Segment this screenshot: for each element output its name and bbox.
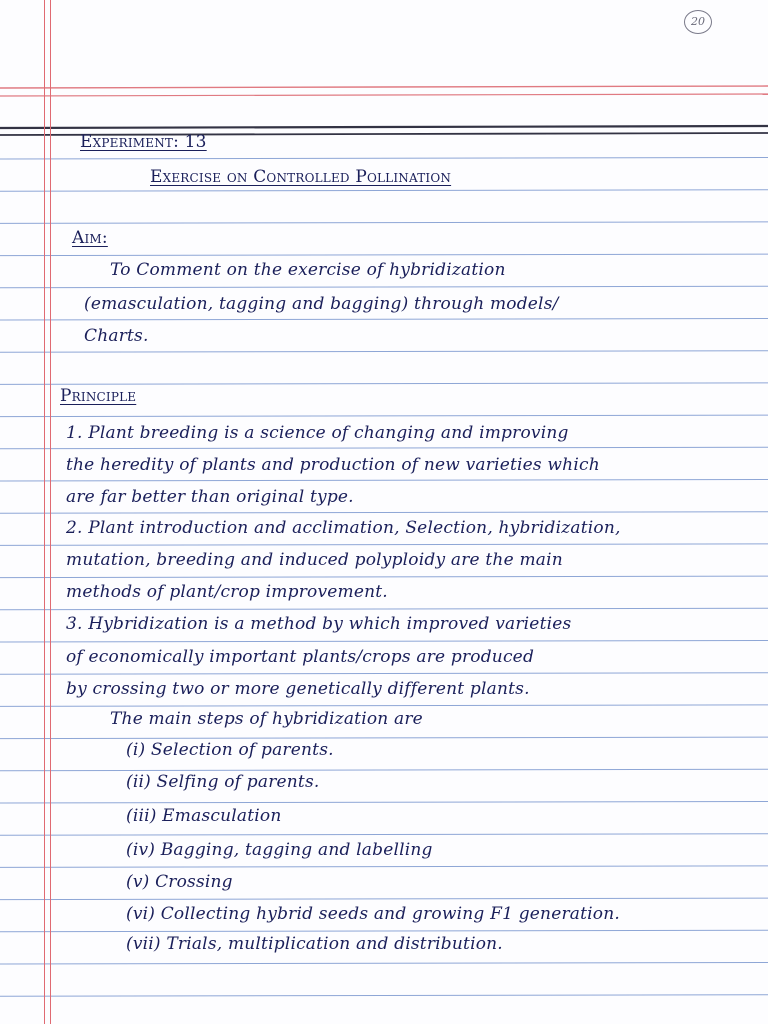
- step-item: (iv) Bagging, tagging and labelling: [126, 840, 433, 860]
- principle-heading: Principle: [60, 386, 137, 406]
- step-item: (v) Crossing: [126, 872, 233, 892]
- principle-line: 2. Plant introduction and acclimation, Selection, hybridization,: [66, 518, 621, 538]
- step-item: (vi) Collecting hybrid seeds and growing F1 generation.: [126, 904, 620, 924]
- ruled-line: [0, 415, 768, 417]
- ruled-line: [0, 963, 768, 965]
- experiment-heading: Experiment: 13: [80, 132, 207, 152]
- experiment-title: Exercise on Controlled Pollination: [150, 167, 452, 187]
- ruled-line: [0, 222, 768, 224]
- page-number: 20: [684, 10, 712, 34]
- ruled-line: [0, 608, 768, 610]
- blue-ruled-lines: [0, 158, 768, 997]
- ruled-line: [0, 576, 768, 578]
- step-item: (iii) Emasculation: [126, 806, 282, 826]
- margin-line-2: [50, 0, 51, 1024]
- ruled-line: [0, 512, 768, 514]
- ruled-line: [0, 673, 768, 675]
- ruled-line: [0, 158, 768, 160]
- principle-line: The main steps of hybridization are: [110, 709, 423, 729]
- ruled-line: [0, 898, 768, 900]
- aim-line: Charts.: [84, 326, 149, 346]
- ruled-line: [0, 544, 768, 546]
- principle-line: methods of plant/crop improvement.: [66, 582, 388, 602]
- ruled-line: [0, 286, 768, 288]
- ruled-line: [0, 769, 768, 771]
- step-item: (vii) Trials, multiplication and distribution.: [126, 934, 503, 954]
- aim-line: To Comment on the exercise of hybridization: [110, 260, 506, 280]
- ruled-line: [0, 190, 768, 192]
- header-dark-rule: [0, 126, 768, 128]
- ruled-line: [0, 995, 768, 997]
- step-item: (i) Selection of parents.: [126, 740, 334, 760]
- ruled-line: [0, 351, 768, 353]
- ruled-line: [0, 447, 768, 449]
- aim-heading: Aim:: [72, 228, 108, 248]
- principle-line: by crossing two or more genetically different plants.: [66, 679, 530, 699]
- principle-line: are far better than original type.: [66, 487, 354, 507]
- header-red-rule: [0, 86, 768, 88]
- principle-line: of economically important plants/crops are produced: [66, 647, 535, 667]
- ruled-line: [0, 319, 768, 321]
- ruled-line: [0, 254, 768, 256]
- ruled-line: [0, 641, 768, 643]
- ruled-line: [0, 480, 768, 482]
- step-item: (ii) Selfing of parents.: [126, 772, 320, 792]
- ruled-line: [0, 737, 768, 739]
- principle-line: 1. Plant breeding is a science of changing and improving: [66, 423, 569, 443]
- header-red-rule-2: [0, 94, 768, 96]
- principle-line: mutation, breeding and induced polyploidy are the main: [66, 550, 563, 570]
- ruled-line: [0, 866, 768, 868]
- principle-line: the heredity of plants and production of new varieties which: [66, 455, 600, 475]
- ruled-line: [0, 834, 768, 836]
- ruled-line: [0, 802, 768, 804]
- margin-line: [44, 0, 45, 1024]
- principle-line: 3. Hybridization is a method by which improved varieties: [66, 614, 572, 634]
- aim-line: (emasculation, tagging and bagging) through models/: [84, 294, 559, 314]
